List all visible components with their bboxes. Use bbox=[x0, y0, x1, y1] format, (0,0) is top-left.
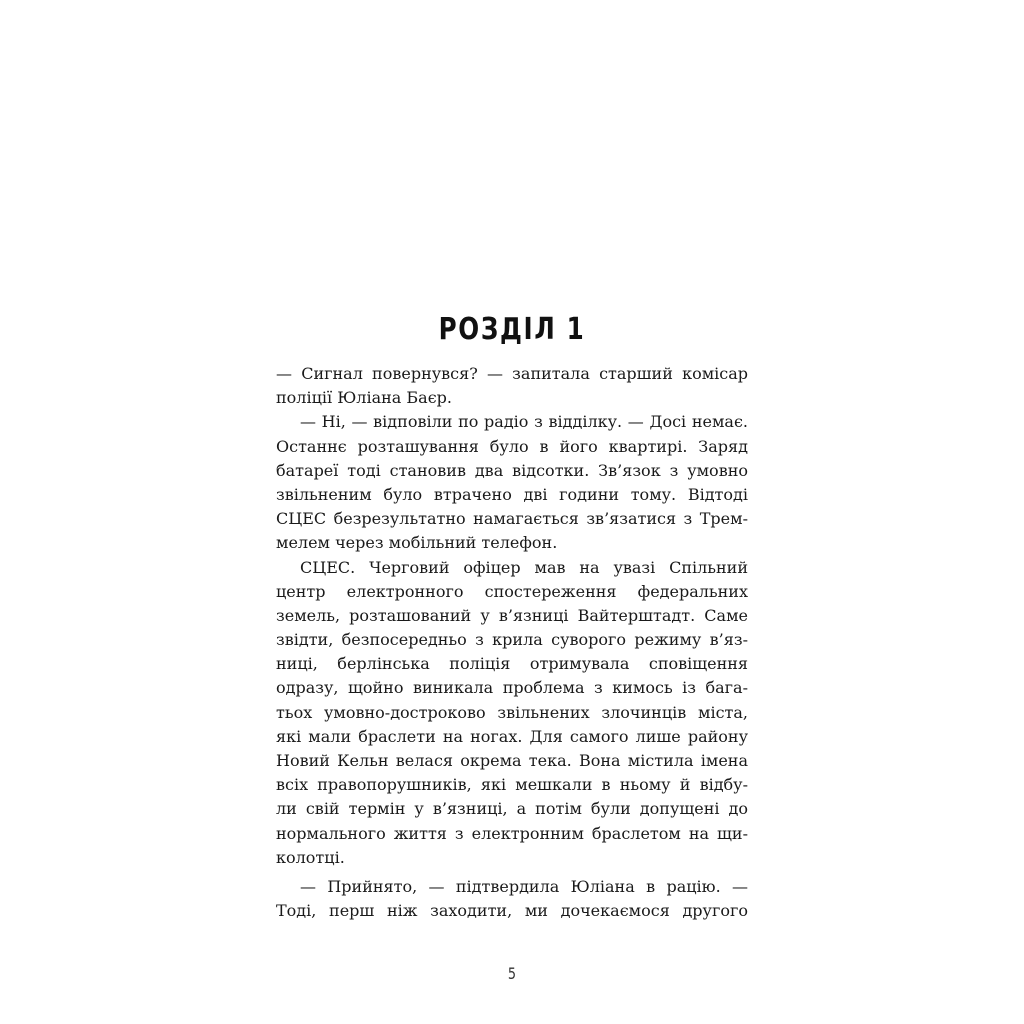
text-line: земель, розташований у в’язниці Вайтерштадт. Саме bbox=[276, 605, 748, 625]
text-line: СЦЕС. Черговий офіцер мав на увазі Спільний bbox=[300, 557, 748, 577]
text-line: тьох умовно-достроково звільнених злочинців міста, bbox=[276, 702, 748, 722]
text-line: — Сигнал повернувся? — запитала старший комісар bbox=[276, 364, 748, 383]
page-number: 5 bbox=[507, 964, 517, 983]
text-line: всіх правопорушників, які мешкали в ньому й відбу- bbox=[276, 775, 748, 795]
text-line: одразу, щойно виникала проблема з кимось із бага- bbox=[276, 678, 748, 698]
body-text bbox=[276, 362, 748, 923]
text-line: ниці, берлінська поліція отримувала сповіщення bbox=[276, 654, 748, 674]
text-line: батареї тоді становив два відсотки. Зв’язок з умовно bbox=[276, 460, 748, 480]
text-line: поліції Юліана Баєр. bbox=[276, 388, 452, 408]
text-line: СЦЕС безрезультатно намагається зв’язатися з Трем- bbox=[276, 509, 748, 529]
text-line: — Ні, — відповіли по радіо з відділку. — Досі немає. bbox=[300, 412, 748, 432]
chapter-title: РОЗДІЛ 1 bbox=[438, 312, 586, 347]
text-line: — Прийнято, — підтвердила Юліана в рацію. — bbox=[300, 876, 748, 896]
text-line: мелем через мобільний телефон. bbox=[276, 533, 558, 553]
text-line: звідти, безпосередньо з крила суворого режиму в’яз- bbox=[276, 630, 748, 650]
text-line: нормального життя з електронним браслетом на щи- bbox=[276, 823, 748, 843]
text-line: Тоді, перш ніж заходити, ми дочекаємося другого bbox=[276, 901, 748, 921]
text-line: Останнє розташування було в його квартирі. Заряд bbox=[276, 436, 748, 456]
text-line: ли свій термін у в’язниці, а потім були допущені до bbox=[276, 799, 748, 819]
text-line: центр електронного спостереження федеральних bbox=[276, 581, 748, 601]
text-line: звільненим було втрачено дві години тому. Відтоді bbox=[276, 484, 748, 504]
text-line: колотці. bbox=[276, 847, 345, 867]
text-line: які мали браслети на ногах. Для самого лише району bbox=[276, 726, 748, 746]
text-line: Новий Кельн велася окрема тека. Вона містила імена bbox=[276, 751, 748, 770]
